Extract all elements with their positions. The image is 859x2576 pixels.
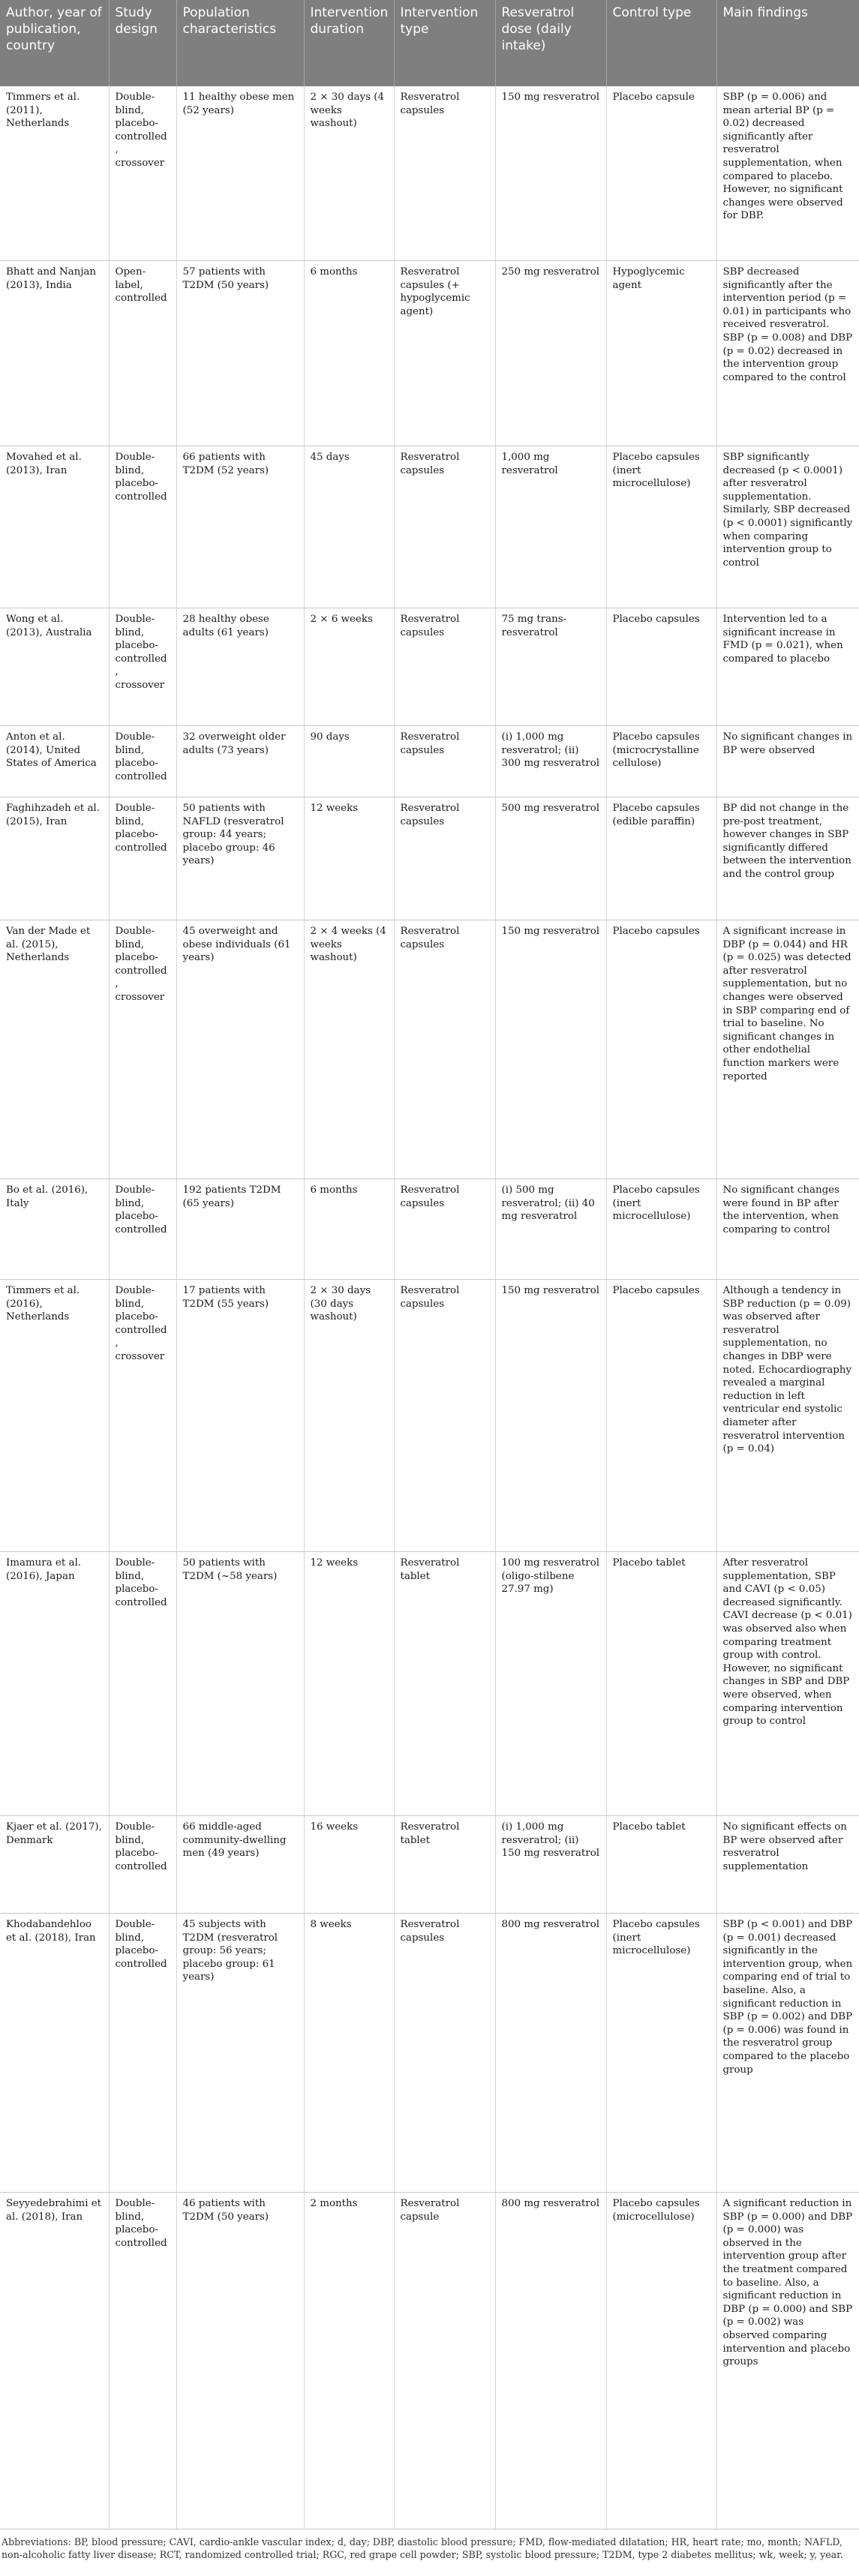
table-row — [0, 797, 859, 920]
table-row — [0, 1914, 859, 2193]
cell-author: Khodabandehloo et al. (2018), Iran — [0, 1914, 109, 2193]
cell-population: 57 patients with T2DM (50 years) — [176, 261, 304, 446]
cell-intervention-type: Resveratrol capsules — [394, 86, 495, 261]
cell-population: 66 middle-aged community-dwelling men (49 years) — [176, 1816, 304, 1914]
table-row — [0, 1552, 859, 1816]
cell-duration: 90 days — [304, 726, 394, 797]
cell-population: 192 patients T2DM (65 years) — [176, 1179, 304, 1280]
cell-study-design: Double-blind, placebo-controlled — [109, 1179, 176, 1280]
cell-dose: 150 mg resveratrol — [495, 86, 606, 261]
cell-control-type: Placebo capsules — [606, 1280, 716, 1552]
table-row — [0, 1179, 859, 1280]
table-header — [0, 0, 859, 86]
cell-author: Kjaer et al. (2017), Denmark — [0, 1816, 109, 1914]
cell-control-type: Placebo capsules (inert microcellulose) — [606, 446, 716, 608]
cell-author: Anton et al. (2014), United States of America — [0, 726, 109, 797]
cell-intervention-type: Resveratrol capsules — [394, 726, 495, 797]
cell-control-type: Placebo capsules (edible paraffin) — [606, 797, 716, 920]
header-study-design: Study design — [109, 0, 176, 86]
cell-author: Van der Made et al. (2015), Netherlands — [0, 920, 109, 1179]
table-row — [0, 1280, 859, 1552]
cell-population: 17 patients with T2DM (55 years) — [176, 1280, 304, 1552]
cell-main-findings: Although a tendency in SBP reduction (p = 0.09) was observed after resveratrol supplementation, no changes in DBP were noted. Echocardiography revealed a marginal reduction in left ventricular end systolic diameter after resveratrol intervention (p = 0.04) — [716, 1280, 859, 1552]
cell-population: 11 healthy obese men (52 years) — [176, 86, 304, 261]
cell-population: 66 patients with T2DM (52 years) — [176, 446, 304, 608]
cell-author: Wong et al. (2013), Australia — [0, 608, 109, 726]
cell-control-type: Placebo capsules (microcrystalline cellulose) — [606, 726, 716, 797]
cell-main-findings: Intervention led to a significant increase in FMD (p = 0.021), when compared to placebo — [716, 608, 859, 726]
table-row — [0, 1816, 859, 1914]
cell-main-findings: No significant changes were found in BP after the intervention, when comparing to control — [716, 1179, 859, 1280]
cell-dose: (i) 500 mg resveratrol; (ii) 40 mg resveratrol — [495, 1179, 606, 1280]
cell-study-design: Double-blind, placebo-controlled — [109, 726, 176, 797]
cell-duration: 6 months — [304, 261, 394, 446]
cell-author: Movahed et al. (2013), Iran — [0, 446, 109, 608]
table-row — [0, 86, 859, 261]
cell-intervention-type: Resveratrol capsules — [394, 1914, 495, 2193]
cell-control-type: Placebo capsules (microcellulose) — [606, 2193, 716, 2529]
cell-author: Timmers et al. (2011), Netherlands — [0, 86, 109, 261]
table-row — [0, 446, 859, 608]
cell-study-design: Double-blind, placebo-controlled — [109, 1914, 176, 2193]
cell-control-type: Placebo capsules — [606, 608, 716, 726]
cell-duration: 8 weeks — [304, 1914, 394, 2193]
header-main-findings: Main findings — [716, 0, 859, 86]
header-control-type: Control type — [606, 0, 716, 86]
cell-population: 45 overweight and obese individuals (61 years) — [176, 920, 304, 1179]
cell-study-design: Double-blind, placebo-controlled — [109, 1552, 176, 1816]
cell-population: 50 patients with T2DM (~58 years) — [176, 1552, 304, 1816]
cell-study-design: Double-blind, placebo-controlled, crossover — [109, 1280, 176, 1552]
cell-study-design: Double-blind, placebo-controlled — [109, 1816, 176, 1914]
cell-main-findings: After resveratrol supplementation, SBP and CAVI (p < 0.05) decreased significantly. CAVI decrease (p < 0.01) was observed also when comparing treatment group with control. However, no significant changes in SBP and DBP were observed, when comparing intervention group to control — [716, 1552, 859, 1816]
cell-main-findings: SBP (p < 0.001) and DBP (p = 0.001) decreased significantly in the intervention group, when comparing end of trial to baseline. Also, a significant reduction in SBP (p = 0.002) and DBP (p = 0.006) was found in the resveratrol group compared to the placebo group — [716, 1914, 859, 2193]
cell-author: Imamura et al. (2016), Japan — [0, 1552, 109, 1816]
cell-study-design: Double-blind, placebo-controlled, crossover — [109, 920, 176, 1179]
header-duration: Intervention duration — [304, 0, 394, 86]
table-row — [0, 2193, 859, 2529]
cell-intervention-type: Resveratrol capsules — [394, 1179, 495, 1280]
cell-author: Bo et al. (2016), Italy — [0, 1179, 109, 1280]
cell-dose: 800 mg resveratrol — [495, 2193, 606, 2529]
cell-duration: 12 weeks — [304, 797, 394, 920]
header-intervention-type: Intervention type — [394, 0, 495, 86]
cell-duration: 16 weeks — [304, 1816, 394, 1914]
cell-dose: 1,000 mg resveratrol — [495, 446, 606, 608]
header-dose: Resveratrol dose (daily intake) — [495, 0, 606, 86]
cell-dose: 150 mg resveratrol — [495, 1280, 606, 1552]
cell-duration: 2 × 30 days (30 days washout) — [304, 1280, 394, 1552]
cell-main-findings: No significant effects on BP were observed after resveratrol supplementation — [716, 1816, 859, 1914]
cell-main-findings: SBP (p = 0.006) and mean arterial BP (p = 0.02) decreased significantly after resveratrol supplementation, when compared to placebo. However, no significant changes were observed for DBP. — [716, 86, 859, 261]
cell-dose: 800 mg resveratrol — [495, 1914, 606, 2193]
cell-population: 45 subjects with T2DM (resveratrol group: 56 years; placebo group: 61 years) — [176, 1914, 304, 2193]
cell-dose: (i) 1,000 mg resveratrol; (ii) 150 mg resveratrol — [495, 1816, 606, 1914]
table-row — [0, 920, 859, 1179]
cell-main-findings: SBP significantly decreased (p < 0.0001) after resveratrol supplementation. Similarly, SBP decreased (p < 0.0001) significantly when comparing intervention group to control — [716, 446, 859, 608]
cell-control-type: Placebo tablet — [606, 1552, 716, 1816]
cell-intervention-type: Resveratrol capsules — [394, 608, 495, 726]
cell-study-design: Double-blind, placebo-controlled, crossover — [109, 86, 176, 261]
cell-main-findings: A significant increase in DBP (p = 0.044) and HR (p = 0.025) was detected after resveratrol supplementation, but no changes were observed in SBP comparing end of trial to baseline. No significant changes in other endothelial function markers were reported — [716, 920, 859, 1179]
cell-control-type: Placebo tablet — [606, 1816, 716, 1914]
cell-main-findings: A significant reduction in SBP (p = 0.000) and DBP (p = 0.000) was observed in the intervention group after the treatment compared to baseline. Also, a significant reduction in DBP (p = 0.000) and SBP (p = 0.002) was observed comparing intervention and placebo groups — [716, 2193, 859, 2529]
cell-duration: 2 × 6 weeks — [304, 608, 394, 726]
cell-study-design: Double-blind, placebo-controlled — [109, 446, 176, 608]
header-author: Author, year of publication, country — [0, 0, 109, 86]
cell-intervention-type: Resveratrol capsule — [394, 2193, 495, 2529]
cell-study-design: Double-blind, placebo-controlled, crossover — [109, 608, 176, 726]
header-population: Population characteristics — [176, 0, 304, 86]
cell-dose: 100 mg resveratrol (oligo-stilbene 27.97 mg) — [495, 1552, 606, 1816]
cell-control-type: Placebo capsules (inert microcellulose) — [606, 1179, 716, 1280]
cell-population: 50 patients with NAFLD (resveratrol group: 44 years; placebo group: 46 years) — [176, 797, 304, 920]
cell-author: Bhatt and Nanjan (2013), India — [0, 261, 109, 446]
cell-control-type: Hypoglycemic agent — [606, 261, 716, 446]
cell-intervention-type: Resveratrol capsules — [394, 920, 495, 1179]
cell-study-design: Double-blind, placebo-controlled — [109, 797, 176, 920]
cell-duration: 12 weeks — [304, 1552, 394, 1816]
cell-intervention-type: Resveratrol tablet — [394, 1816, 495, 1914]
cell-control-type: Placebo capsule — [606, 86, 716, 261]
cell-intervention-type: Resveratrol capsules — [394, 446, 495, 608]
cell-population: 32 overweight older adults (73 years) — [176, 726, 304, 797]
cell-dose: 500 mg resveratrol — [495, 797, 606, 920]
table-row — [0, 261, 859, 446]
header-row — [0, 0, 859, 86]
cell-duration: 2 × 30 days (4 weeks washout) — [304, 86, 394, 261]
cell-control-type: Placebo capsules — [606, 920, 716, 1179]
cell-population: 28 healthy obese adults (61 years) — [176, 608, 304, 726]
cell-duration: 2 × 4 weeks (4 weeks washout) — [304, 920, 394, 1179]
cell-author: Faghihzadeh et al. (2015), Iran — [0, 797, 109, 920]
cell-main-findings: BP did not change in the pre-post treatment, however changes in SBP significantly differed between the intervention and the control group — [716, 797, 859, 920]
cell-study-design: Open-label, controlled — [109, 261, 176, 446]
cell-main-findings: No significant changes in BP were observed — [716, 726, 859, 797]
table-row — [0, 726, 859, 797]
cell-dose: 75 mg trans-resveratrol — [495, 608, 606, 726]
cell-main-findings: SBP decreased significantly after the intervention period (p = 0.01) in participants who received resveratrol. SBP (p = 0.008) and DBP (p = 0.02) decreased in the intervention group compared to the control — [716, 261, 859, 446]
cell-intervention-type: Resveratrol tablet — [394, 1552, 495, 1816]
cell-dose: 250 mg resveratrol — [495, 261, 606, 446]
table-body — [0, 86, 859, 2529]
cell-duration: 45 days — [304, 446, 394, 608]
cell-intervention-type: Resveratrol capsules — [394, 1280, 495, 1552]
cell-duration: 6 months — [304, 1179, 394, 1280]
cell-author: Seyyedebrahimi et al. (2018), Iran — [0, 2193, 109, 2529]
table-row — [0, 608, 859, 726]
cell-intervention-type: Resveratrol capsules — [394, 797, 495, 920]
cell-intervention-type: Resveratrol capsules (+ hypoglycemic agent) — [394, 261, 495, 446]
abbreviations-footnote: Abbreviations: BP, blood pressure; CAVI, cardio-ankle vascular index; d, day; DBP, diastolic blood pressure; FMD, flow-mediated dilatation; HR, heart rate; mo, month; NAFLD, non-alcoholic fatty liver disease; RCT, randomized controlled trial; RGC, red grape cell powder; SBP, systolic blood pressure; T2DM, type 2 diabetes mellitus; wk, week; y, year. — [2, 2536, 843, 2560]
cell-control-type: Placebo capsules (inert microcellulose) — [606, 1914, 716, 2193]
cell-dose: (i) 1,000 mg resveratrol; (ii) 300 mg resveratrol — [495, 726, 606, 797]
cell-population: 46 patients with T2DM (50 years) — [176, 2193, 304, 2529]
cell-study-design: Double-blind, placebo-controlled — [109, 2193, 176, 2529]
cell-dose: 150 mg resveratrol — [495, 920, 606, 1179]
cell-duration: 2 months — [304, 2193, 394, 2529]
cell-author: Timmers et al. (2016), Netherlands — [0, 1280, 109, 1552]
